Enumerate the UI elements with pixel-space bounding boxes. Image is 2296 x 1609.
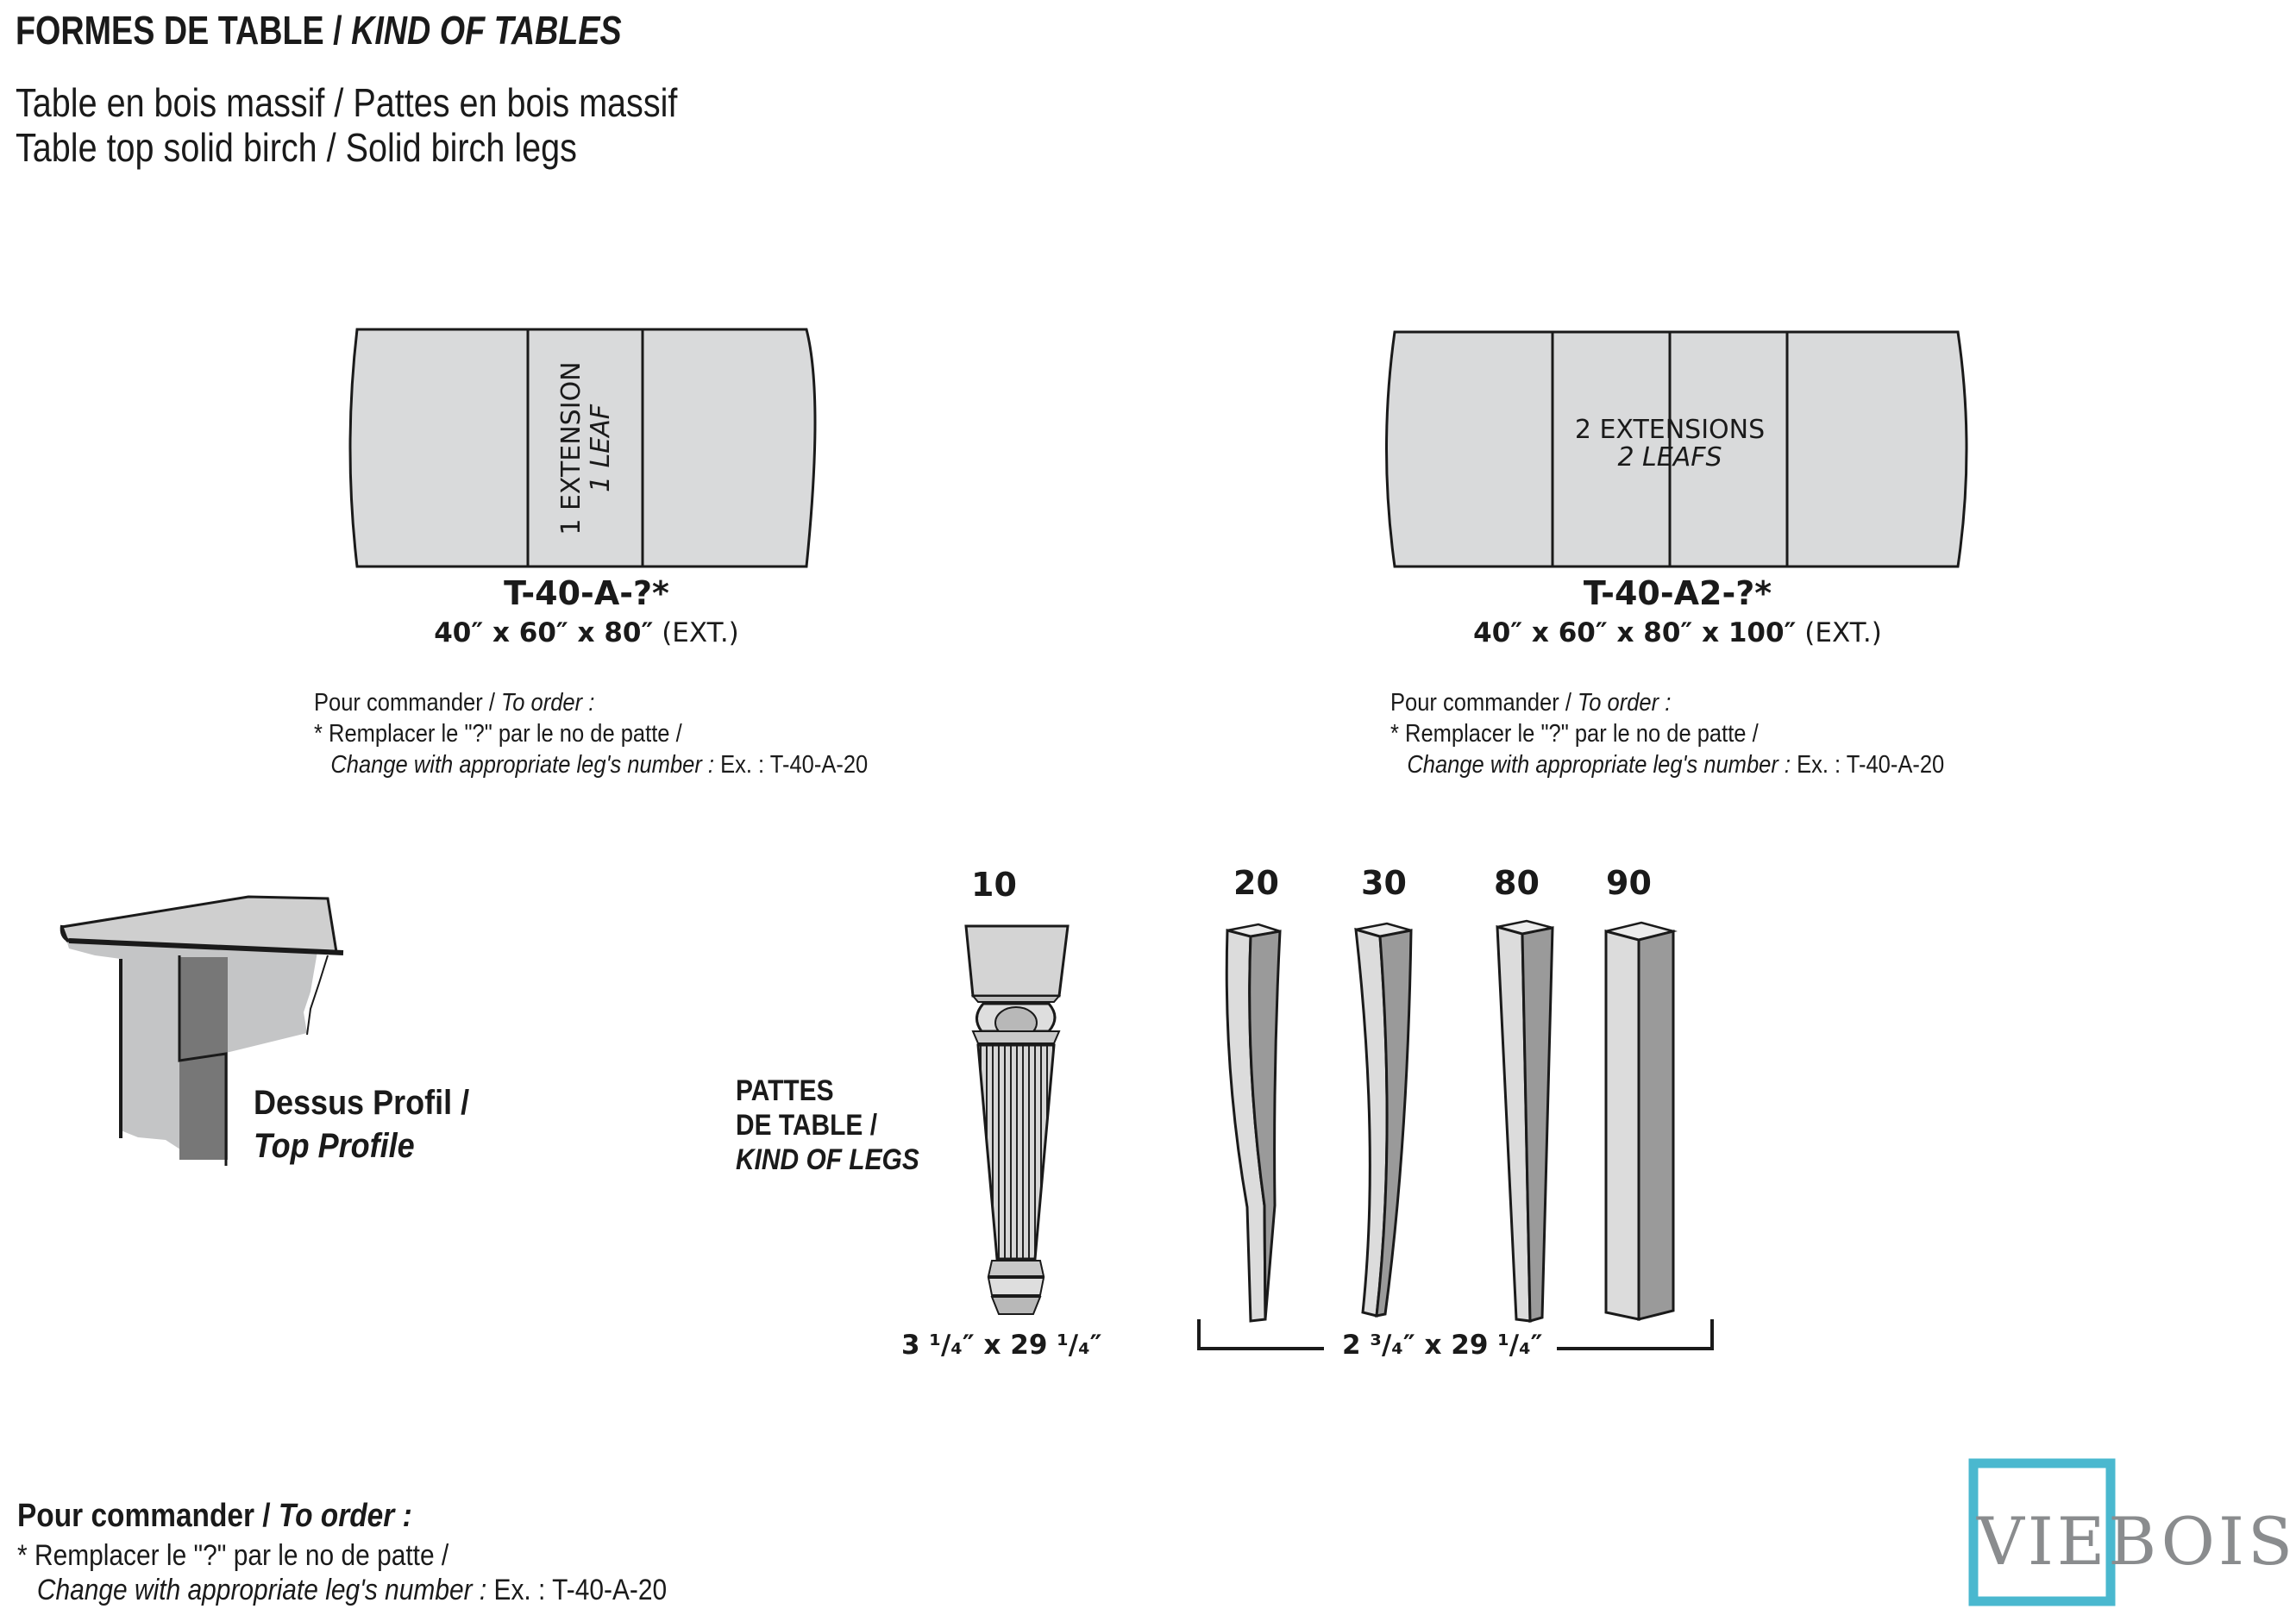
title-fr: FORMES DE TABLE / xyxy=(16,8,352,53)
table-2-extension-label: 2 EXTENSIONS xyxy=(1574,415,1766,445)
table-1-order-line-2 xyxy=(314,749,868,780)
leg-10-size: 3 ¹/₄″ x 29 ¹/₄″ xyxy=(901,1330,1102,1361)
table-2-dimensions xyxy=(1432,617,1923,648)
table-1-order-title-fr: Pour commander / xyxy=(314,689,502,717)
table-1-order-note xyxy=(314,687,868,780)
table-2-order-line-2-italic: Change with appropriate leg's number : xyxy=(1407,751,1791,779)
footer-order-note xyxy=(17,1499,667,1607)
legs-square-size: 2 ³/₄″ x 29 ¹/₄″ xyxy=(1342,1330,1543,1361)
footer-line-2 xyxy=(17,1573,667,1607)
leg-number-20: 20 xyxy=(1233,864,1279,902)
table-2-order-note xyxy=(1390,687,1944,780)
leg-20-drawing xyxy=(1226,924,1280,1321)
leg-10-drawing xyxy=(966,926,1068,1314)
table-2-dims-value: 40″ x 60″ x 80″ x 100″ xyxy=(1473,617,1797,648)
leg-number-10: 10 xyxy=(971,866,1017,904)
leg-90-drawing xyxy=(1606,923,1673,1319)
footer-title-en: To order : xyxy=(278,1498,412,1534)
table-1-order-line-1: * Remplacer le "?" par le no de patte / xyxy=(314,720,682,748)
footer-example: Ex. : T-40-A-20 xyxy=(486,1574,668,1606)
table-2-model: T-40-A2-?* xyxy=(1583,574,1772,612)
table-1-dims-value: 40″ x 60″ x 80″ xyxy=(434,617,654,648)
legs-label-line-2: DE TABLE / xyxy=(736,1109,878,1142)
table-2-order-example: Ex. : T-40-A-20 xyxy=(1791,751,1945,779)
legs-label-line-3: KIND OF LEGS xyxy=(736,1143,919,1176)
legs-label-line-1: PATTES xyxy=(736,1074,834,1107)
table-1-leaf-label: 1 LEAF xyxy=(586,404,616,493)
table-1-dimensions xyxy=(371,617,802,648)
top-profile-label xyxy=(254,1081,469,1168)
footer-line-2-italic: Change with appropriate leg's number : xyxy=(36,1574,487,1606)
leg-80-drawing xyxy=(1497,921,1553,1321)
table-2-ext-suffix: (EXT.) xyxy=(1796,617,1882,648)
footer-order-title xyxy=(17,1499,667,1533)
table-1-order-title xyxy=(314,687,868,718)
subtitle-line-2: Table top solid birch / Solid birch legs xyxy=(16,125,577,170)
table-2-order-title xyxy=(1390,687,1944,718)
table-2-top-diagram xyxy=(1387,332,1967,567)
leg-30-drawing xyxy=(1356,923,1411,1316)
table-2-order-title-en: To order : xyxy=(1578,689,1672,717)
footer-title-fr: Pour commander / xyxy=(17,1498,279,1534)
leg-number-90: 90 xyxy=(1606,864,1652,902)
subtitle-line-1: Table en bois massif / Pattes en bois massif xyxy=(16,80,678,125)
table-1-extension-label: 1 EXTENSION xyxy=(556,361,587,535)
top-profile-label-fr: Dessus Profil / xyxy=(254,1084,470,1122)
table-1-top-diagram xyxy=(350,329,815,567)
footer-line-1: * Remplacer le "?" par le no de patte / xyxy=(17,1539,449,1572)
table-1-ext-suffix: (EXT.) xyxy=(653,617,739,648)
table-2-order-line-2 xyxy=(1390,749,1944,780)
leg-number-80: 80 xyxy=(1494,864,1540,902)
table-1-order-example: Ex. : T-40-A-20 xyxy=(714,751,869,779)
table-2-order-line-1: * Remplacer le "?" par le no de patte / xyxy=(1390,720,1759,748)
table-1-model: T-40-A-?* xyxy=(504,574,669,612)
top-profile-label-en: Top Profile xyxy=(254,1127,415,1165)
legs-section-label xyxy=(736,1074,919,1177)
viebois-logo-text: VIEBOIS xyxy=(1977,1503,2296,1580)
leg-number-30: 30 xyxy=(1361,864,1407,902)
title-en: KIND OF TABLES xyxy=(351,8,622,53)
table-1-order-line-2-italic: Change with appropriate leg's number : xyxy=(330,751,715,779)
table-2-order-title-fr: Pour commander / xyxy=(1390,689,1578,717)
table-2-leaf-label: 2 LEAFS xyxy=(1617,442,1722,473)
table-1-order-title-en: To order : xyxy=(501,689,595,717)
